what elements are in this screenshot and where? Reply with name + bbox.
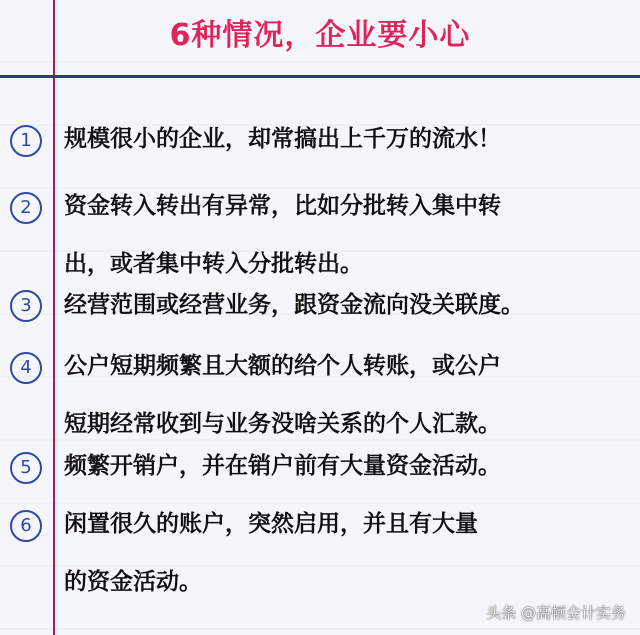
title-underline — [0, 75, 640, 78]
item-4-line-2: 短期经常收到与业务没啥关系的个人汇款。 — [64, 411, 501, 437]
item-marker-6: 6 — [10, 510, 42, 542]
item-text-4 — [64, 337, 636, 453]
item-text-1 — [64, 110, 636, 168]
item-marker-3: 3 — [10, 290, 42, 322]
item-marker-5: 5 — [10, 452, 42, 484]
item-text-5 — [64, 437, 636, 495]
item-1-line-1: 规模很小的企业，却常搞出上千万的流水！ — [64, 126, 501, 152]
item-marker-2: 2 — [10, 192, 42, 224]
item-text-3 — [64, 276, 636, 334]
item-2-line-1: 资金转入转出有异常，比如分批转入集中转 — [64, 193, 501, 219]
item-6-line-2: 的资金活动。 — [64, 569, 202, 595]
item-text-6 — [64, 495, 636, 611]
item-5-line-1: 频繁开销户，并在销户前有大量资金活动。 — [64, 453, 501, 479]
item-marker-4: 4 — [10, 352, 42, 384]
source-watermark: 头条 @高顿会计实务 — [486, 604, 626, 622]
item-6-line-1: 闲置很久的账户，突然启用，并且有大量 — [64, 511, 478, 537]
item-4-line-1: 公户短期频繁且大额的给个人转账，或公户 — [64, 353, 501, 379]
notebook-margin-line — [53, 0, 55, 635]
item-marker-1: 1 — [10, 125, 42, 157]
page-title: 6种情况，企业要小心 — [169, 18, 471, 53]
item-2-line-2: 出，或者集中转入分批转出。 — [64, 251, 363, 277]
item-3-line-1: 经营范围或经营业务，跟资金流向没关联度。 — [64, 292, 524, 318]
